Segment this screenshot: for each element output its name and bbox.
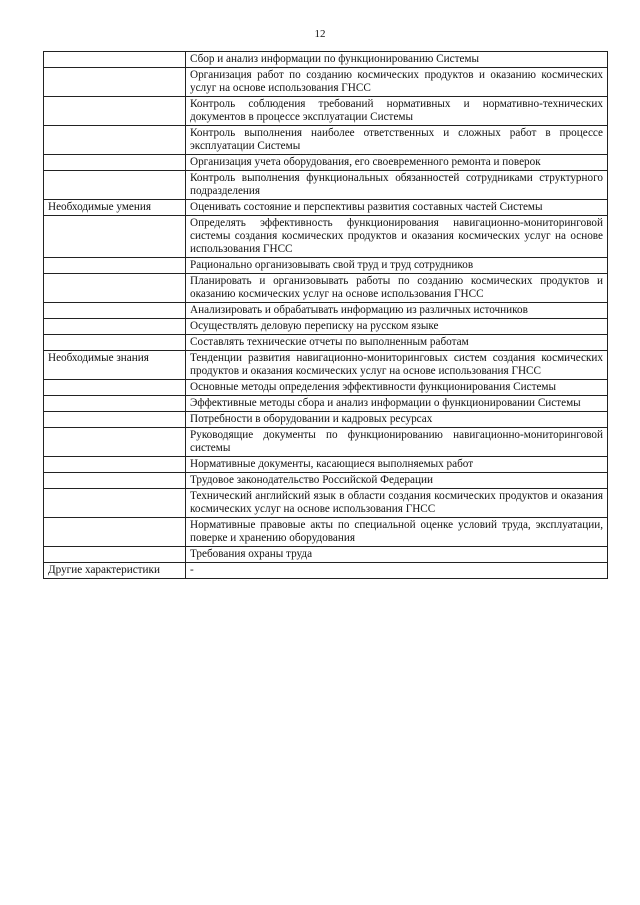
table-cell-text: Требования охраны труда xyxy=(186,547,608,563)
table-cell-text: Определять эффективность функционирования навигационно-мониторинговой системы создания космических продуктов и оказания космических услуг на основе использования ГНСС xyxy=(186,216,608,258)
table-row xyxy=(44,473,608,489)
table-cell-text: Потребности в оборудовании и кадровых ресурсах xyxy=(186,412,608,428)
table-cell-text: Нормативные правовые акты по специальной оценке условий труда, эксплуатации, поверке и хранению оборудования xyxy=(186,518,608,547)
section-label: Другие характеристики xyxy=(44,563,186,579)
page-number: 12 xyxy=(314,28,326,40)
section-label-continuation xyxy=(44,412,186,428)
table-row xyxy=(44,319,608,335)
table-cell-text: Основные методы определения эффективности функционирования Системы xyxy=(186,380,608,396)
table-row xyxy=(44,380,608,396)
section-label-continuation xyxy=(44,428,186,457)
section-label-continuation xyxy=(44,216,186,258)
table-row xyxy=(44,351,608,380)
table-cell-text: Составлять технические отчеты по выполненным работам xyxy=(186,335,608,351)
table-cell-text: Организация учета оборудования, его своевременного ремонта и поверок xyxy=(186,155,608,171)
qualification-table xyxy=(43,51,608,579)
table-row xyxy=(44,97,608,126)
section-label-continuation xyxy=(44,489,186,518)
table-row xyxy=(44,457,608,473)
section-label-continuation xyxy=(44,68,186,97)
section-label-continuation xyxy=(44,155,186,171)
section-label-continuation xyxy=(44,258,186,274)
table-row xyxy=(44,396,608,412)
table-cell-text: Оценивать состояние и перспективы развития составных частей Системы xyxy=(186,200,608,216)
section-label-continuation xyxy=(44,171,186,200)
table-cell-text: Рационально организовывать свой труд и труд сотрудников xyxy=(186,258,608,274)
section-label xyxy=(44,52,186,68)
section-label-continuation xyxy=(44,396,186,412)
table-row xyxy=(44,563,608,579)
table-row xyxy=(44,200,608,216)
table-cell-text: Сбор и анализ информации по функционированию Системы xyxy=(186,52,608,68)
table-cell-text: - xyxy=(186,563,608,579)
table-row xyxy=(44,52,608,68)
table-cell-text: Контроль выполнения функциональных обязанностей сотрудниками структурного подразделения xyxy=(186,171,608,200)
section-label-continuation xyxy=(44,97,186,126)
section-label: Необходимые знания xyxy=(44,351,186,380)
table-row xyxy=(44,216,608,258)
table-cell-text: Нормативные документы, касающиеся выполняемых работ xyxy=(186,457,608,473)
section-label-continuation xyxy=(44,518,186,547)
section-label: Необходимые умения xyxy=(44,200,186,216)
table-cell-text: Анализировать и обрабатывать информацию из различных источников xyxy=(186,303,608,319)
section-label-continuation xyxy=(44,274,186,303)
section-label-continuation xyxy=(44,319,186,335)
table-cell-text: Планировать и организовывать работы по созданию космических продуктов и оказанию космических услуг на основе использования ГНСС xyxy=(186,274,608,303)
table-row xyxy=(44,155,608,171)
table-cell-text: Организация работ по созданию космических продуктов и оказанию космических услуг на основе использования ГНСС xyxy=(186,68,608,97)
section-label-continuation xyxy=(44,380,186,396)
table-row xyxy=(44,171,608,200)
table-row xyxy=(44,68,608,97)
table-row xyxy=(44,303,608,319)
section-label-continuation xyxy=(44,547,186,563)
table-cell-text: Осуществлять деловую переписку на русском языке xyxy=(186,319,608,335)
table-row xyxy=(44,126,608,155)
table-cell-text: Тенденции развития навигационно-мониторинговых систем создания космических продуктов и оказания космических услуг на основе использования ГНСС xyxy=(186,351,608,380)
table-row xyxy=(44,335,608,351)
table-row xyxy=(44,489,608,518)
table-row xyxy=(44,428,608,457)
section-label-continuation xyxy=(44,457,186,473)
table-row xyxy=(44,547,608,563)
table-cell-text: Эффективные методы сбора и анализ информации о функционировании Системы xyxy=(186,396,608,412)
table-row xyxy=(44,274,608,303)
section-label-continuation xyxy=(44,126,186,155)
table-row xyxy=(44,412,608,428)
table-cell-text: Трудовое законодательство Российской Федерации xyxy=(186,473,608,489)
table-row xyxy=(44,518,608,547)
table-cell-text: Руководящие документы по функционированию навигационно-мониторинговой системы xyxy=(186,428,608,457)
table-cell-text: Контроль соблюдения требований нормативных и нормативно-технических документов в процессе эксплуатации Системы xyxy=(186,97,608,126)
section-label-continuation xyxy=(44,473,186,489)
table-cell-text: Технический английский язык в области создания космических продуктов и оказания космических услуг на основе использования ГНСС xyxy=(186,489,608,518)
table-row xyxy=(44,258,608,274)
section-label-continuation xyxy=(44,335,186,351)
section-label-continuation xyxy=(44,303,186,319)
table-cell-text: Контроль выполнения наиболее ответственных и сложных работ в процессе эксплуатации Системы xyxy=(186,126,608,155)
